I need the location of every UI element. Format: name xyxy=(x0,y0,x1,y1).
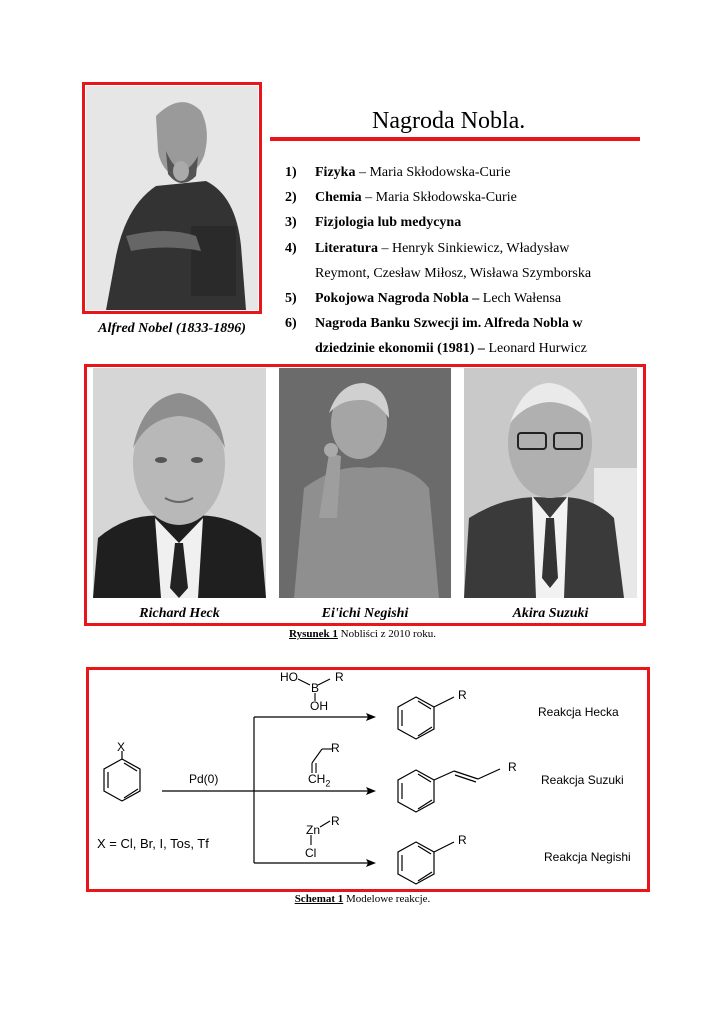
zinc-cl: Cl xyxy=(305,846,317,860)
x-label: X xyxy=(117,740,126,754)
product-r-heck: R xyxy=(458,688,467,702)
laureate-name-suzuki: Akira Suzuki xyxy=(512,606,589,621)
laureate-name-negishi: Ei'ichi Negishi xyxy=(321,606,409,621)
prize-list-text xyxy=(315,210,461,235)
negishi-photo xyxy=(279,368,451,598)
prize-list-number: 5) xyxy=(285,291,297,306)
prize-laureate: Leonard Hurwicz xyxy=(484,341,587,357)
product-r-suzuki: R xyxy=(508,760,517,774)
figure1-caption xyxy=(0,628,725,640)
figure1-label: Rysunek 1 xyxy=(289,628,338,640)
prize-category: dziedzinie ekonomii (1981) – xyxy=(315,341,485,357)
prize-list xyxy=(285,160,645,360)
prize-laureate: – Maria Skłodowska-Curie xyxy=(355,165,511,180)
boron-r: R xyxy=(335,670,344,684)
product-ring-suzuki xyxy=(398,769,500,812)
aryl-halide-ring xyxy=(104,751,140,801)
nobel-portrait-image xyxy=(86,86,258,310)
boron-oh: OH xyxy=(310,699,328,713)
prize-list-text xyxy=(315,261,591,286)
reaction-heck-label: Reakcja Hecka xyxy=(538,705,619,719)
prize-list-text xyxy=(315,236,569,261)
prize-list-number: 3) xyxy=(285,215,297,231)
zinc-r: R xyxy=(331,814,340,828)
prize-list-text xyxy=(315,185,517,210)
prize-list-number: 2) xyxy=(285,190,297,206)
prize-list-text xyxy=(315,336,587,361)
zinc-zn: Zn xyxy=(306,823,321,837)
vinyl-r: R xyxy=(331,741,340,755)
page-title-dot: . xyxy=(519,108,526,134)
product-ring-negishi xyxy=(398,842,454,884)
boron-b: B xyxy=(311,681,320,695)
prize-category: Fizjologia lub medycyna xyxy=(315,215,462,231)
reaction-negishi-label: Reakcja Negishi xyxy=(544,850,631,864)
laureate-name-heck: Richard Heck xyxy=(139,606,220,621)
prize-laureate: Reymont, Czesław Miłosz, Wisława Szymborska xyxy=(315,265,592,281)
page-title xyxy=(372,108,525,135)
prize-laureate: Lech Wałensa xyxy=(479,291,562,306)
title-underline xyxy=(270,137,640,141)
prize-category: Fizyka xyxy=(315,165,356,180)
product-r-negishi: R xyxy=(458,833,467,847)
vinyl-reagent xyxy=(312,749,332,773)
nobel-portrait-caption: Alfred Nobel (1833-1896) xyxy=(98,321,246,336)
prize-list-number: 6) xyxy=(285,316,297,332)
product-ring-heck xyxy=(398,697,454,739)
prize-list-number: 1) xyxy=(285,165,297,180)
scheme1-label: Schemat 1 xyxy=(294,893,344,905)
page-title-text: Nagroda Nobla xyxy=(372,108,520,134)
prize-laureate: – Henryk Sinkiewicz, Władysław xyxy=(377,240,570,256)
prize-list-text xyxy=(315,160,511,185)
scheme1-text: Modelowe reakcje. xyxy=(343,893,431,905)
boron-ho: HO xyxy=(280,670,298,684)
figure1-text: Nobliści z 2010 roku. xyxy=(337,628,436,640)
prize-list-number: 4) xyxy=(285,240,297,256)
prize-laureate: – Maria Skłodowska-Curie xyxy=(361,190,517,206)
prize-category: Chemia xyxy=(315,190,362,206)
prize-category: Pokojowa Nagroda Nobla – xyxy=(315,291,480,306)
reaction-suzuki-label: Reakcja Suzuki xyxy=(541,773,624,787)
heck-photo xyxy=(93,368,266,598)
vinyl-ch: CH xyxy=(308,772,326,786)
vinyl-ch2 xyxy=(308,772,330,788)
prize-list-text xyxy=(315,286,561,311)
catalyst-label: Pd(0) xyxy=(189,772,219,786)
x-definition: X = Cl, Br, I, Tos, Tf xyxy=(97,836,209,851)
suzuki-photo xyxy=(464,368,637,598)
prize-category: Literatura xyxy=(315,240,378,256)
scheme1-caption xyxy=(0,893,725,905)
prize-category: Nagroda Banku Szwecji im. Alfreda Nobla w xyxy=(315,316,583,332)
vinyl-sub: 2 xyxy=(325,778,331,789)
prize-list-text xyxy=(315,311,582,336)
